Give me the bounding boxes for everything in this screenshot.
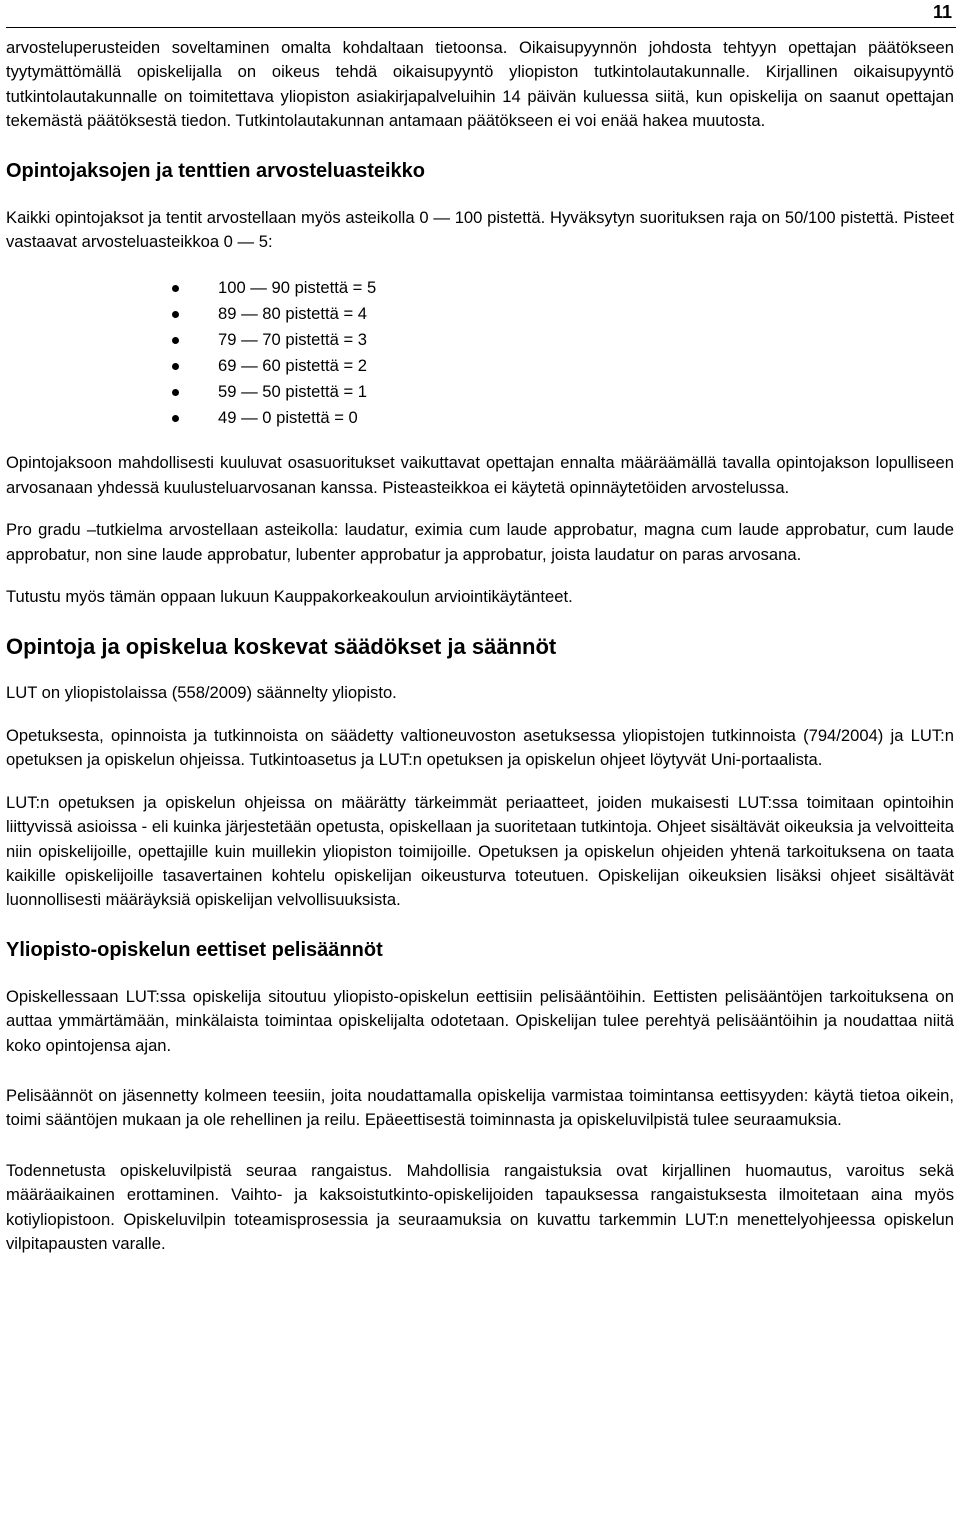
grade-scale-item: 100 — 90 pistettä = 5	[6, 275, 954, 301]
paragraph-see-also: Tutustu myös tämän oppaan lukuun Kauppakorkeakoulun arviointikäytänteet.	[6, 587, 573, 607]
bullet-icon	[172, 337, 179, 344]
paragraph-decree: Opetuksesta, opinnoista ja tutkinnoista on säädetty valtioneuvoston asetuksessa yliopistojen tutkinnoista (794/2004) ja LUT:n opetuksen ja opiskelun ohjeissa. Tutkintoasetus ja LUT:n opetuksen ja opiskelun ohjeet löytyvät Uni-portaalista.	[6, 725, 954, 770]
bullet-icon	[172, 311, 179, 318]
grade-scale-item: 89 — 80 pistettä = 4	[6, 301, 954, 327]
bullet-icon	[172, 285, 179, 292]
paragraph-points-scale: Kaikki opintojaksot ja tentit arvostellaan myös asteikolla 0 — 100 pistettä. Hyväksytyn suorituksen raja on 50/100 pistettä. Pisteet vastaavat arvosteluasteikkoa 0 — 5:	[6, 207, 954, 252]
grade-scale-item: 59 — 50 pistettä = 1	[6, 379, 954, 405]
header-rule	[6, 27, 956, 28]
grade-scale-item: 79 — 70 pistettä = 3	[6, 327, 954, 353]
page-number: 11	[932, 2, 952, 22]
heading-ethics: Yliopisto-opiskelun eettiset pelisäännöt	[6, 938, 383, 961]
bullet-icon	[172, 363, 179, 370]
paragraph-partial-assignments: Opintojaksoon mahdollisesti kuuluvat osasuoritukset vaikuttavat opettajan ennalta määräämällä tavalla opintojakson lopulliseen arvosanaan yhdessä kuulusteluarvosanan kanssa. Pisteasteikkoa ei käytetä opinnäytetöiden arvostelussa.	[6, 453, 954, 497]
paragraph-penalties: Todennetusta opiskeluvilpistä seuraa rangaistus. Mahdollisia rangaistuksia ovat kirjallinen huomautus, varoitus sekä määräaikainen erottaminen. Vaihto- ja kaksoistutkinto-opiskelijoiden tapauksessa rangaistuksesta ilmoitetaan aina myös kotiyliopistoon. Opiskeluvilpin toteamisprosessia ja seuraamuksia on kuvattu tarkemmin LUT:n menettelyohjeessa opiskelun vilpitapausten varalle.	[6, 1160, 954, 1253]
paragraph-appeal: arvosteluperusteiden soveltaminen omalta kohdaltaan tietoonsa. Oikaisupyynnön johdosta tehtyyn opettajan päätökseen tyytymättömällä opiskelijalla on oikeus tehdä oikaisupyyntö yliopiston tutkintolautakunnalle. Kirjallinen oikaisupyyntö tutkintolautakunnalle on toimitettava yliopiston asiakirjapalveluihin 14 päivän kuluessa siitä, kun opiskelija on saanut opettajan tekemästä päätöksestä tiedon. Tutkintolautakunnan antamaan päätökseen ei voi enää hakea muutosta.	[6, 38, 954, 131]
grade-scale-item: 49 — 0 pistettä = 0	[6, 405, 954, 431]
heading-grading-scale: Opintojaksojen ja tenttien arvosteluasteikko	[6, 159, 426, 182]
paragraph-pro-gradu: Pro gradu –tutkielma arvostellaan asteikolla: laudatur, eximia cum laude approbatur, magna cum laude approbatur, cum laude approbatur, non sine laude approbatur, lubenter approbatur ja approbatur, joista laudatur on paras arvosana.	[6, 520, 954, 564]
grade-scale-list	[6, 275, 954, 431]
paragraph-instructions: LUT:n opetuksen ja opiskelun ohjeissa on määrätty tärkeimmät periaatteet, joiden mukaisesti LUT:ssa toimitaan opintoihin liittyvissä asioissa - eli kuinka järjestetään opetusta, opiskellaan ja suoritetaan tutkintoja. Ohjeet sisältävät oikeuksia ja velvoitteita niin opiskelijoille, opettajille kuin muillekin yliopiston toimijoille. Opetuksen ja opiskelun ohjeiden yhtenä tarkoituksena on taata kaikille opiskelijoille tasavertainen kohtelu opiskelijan oikeusturva toteutuen. Opiskelijan oikeuksien lisäksi ohjeet sisältävät luonnollisesti määräyksiä opiskelijan velvollisuuksista.	[6, 792, 954, 910]
paragraph-ethics-commitment: Opiskellessaan LUT:ssa opiskelija sitoutuu yliopisto-opiskelun eettisiin pelisääntöihin. Eettisten pelisääntöjen tarkoituksena on auttaa ymmärtämään, minkälaista toimintaa opiskelijalta odotetaan. Opiskelijan tulee perehtyä pelisääntöihin ja noudattaa niitä koko opintojensa ajan.	[6, 986, 954, 1055]
heading-regulations: Opintoja ja opiskelua koskevat säädökset ja säännöt	[6, 634, 557, 660]
paragraph-three-theses: Pelisäännöt on jäsennetty kolmeen teesiin, joita noudattamalla opiskelija varmistaa toimintansa eettisyyden: käytä tietoa oikein, toimi sääntöjen mukaan ja ole rehellinen ja reilu. Epäeettisestä toiminnasta ja opiskeluvilpistä tulee seuraamuksia.	[6, 1085, 954, 1130]
bullet-icon	[172, 389, 179, 396]
grade-scale-item: 69 — 60 pistettä = 2	[6, 353, 954, 379]
document-body	[6, 36, 954, 1256]
paragraph-lut-law: LUT on yliopistolaissa (558/2009) säännelty yliopisto.	[6, 683, 397, 703]
bullet-icon	[172, 415, 179, 422]
